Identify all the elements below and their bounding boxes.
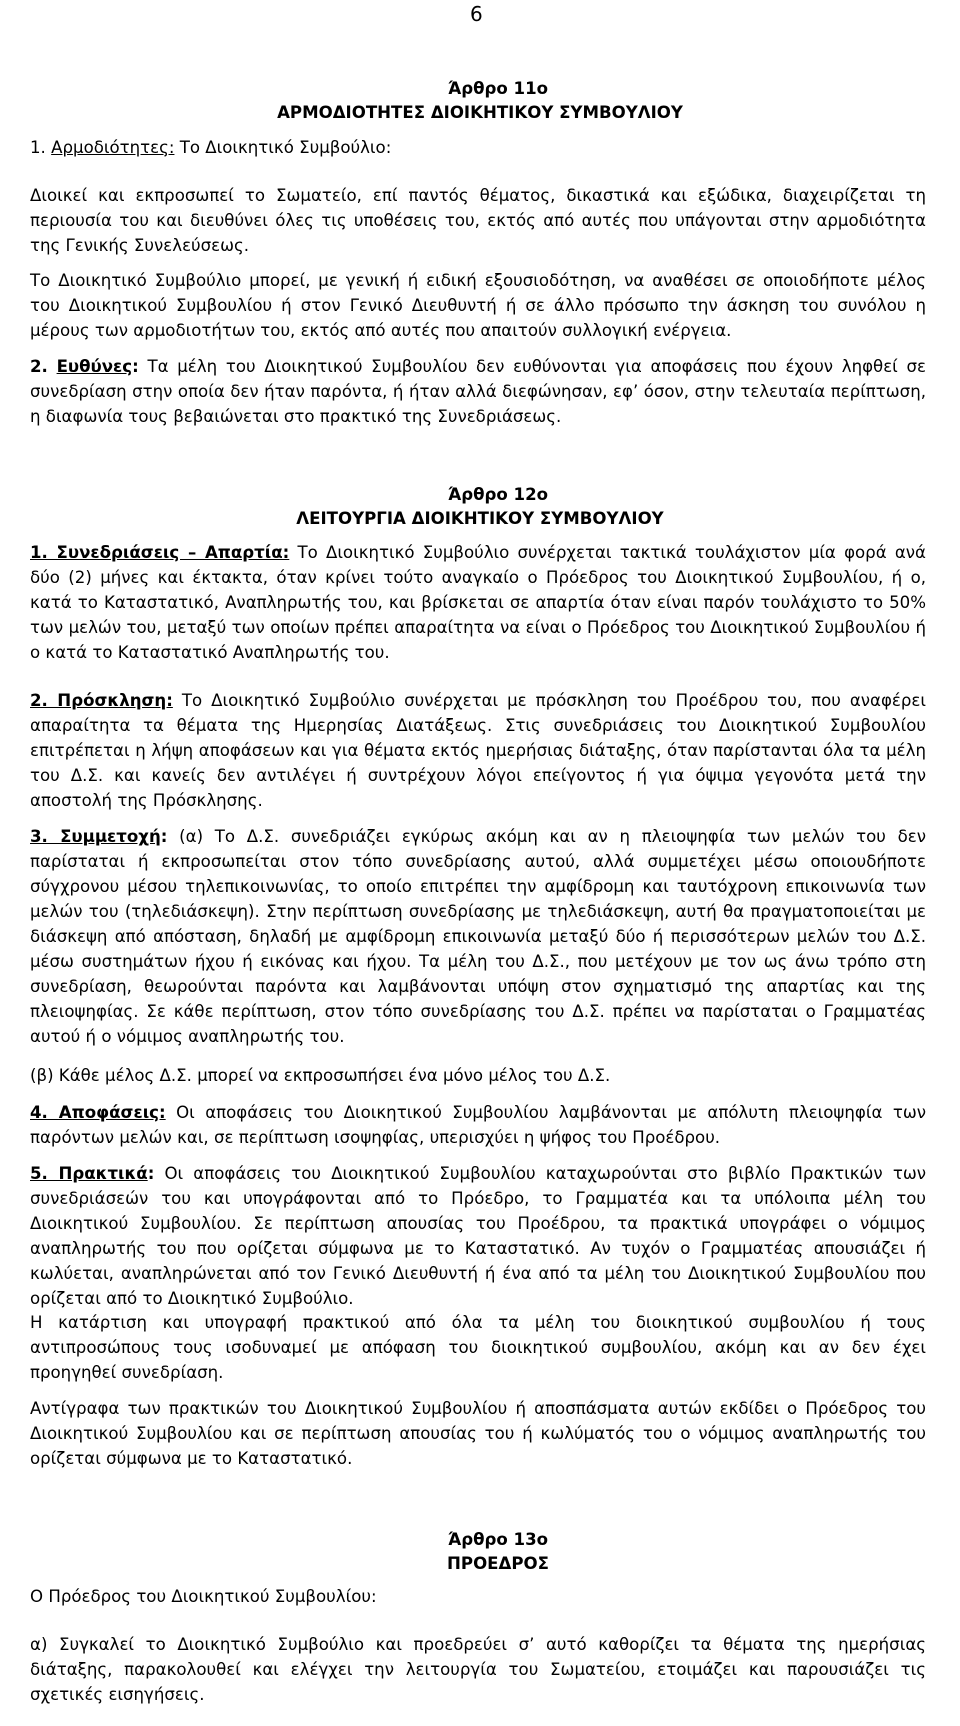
art12-item3-colon: : — [160, 827, 168, 846]
article-13-heading — [0, 1528, 960, 1576]
art12-item2-text: Το Διοικητικό Συμβούλιο συνέρχεται με πρόσκληση του Προέδρου του, που αναφέρει απαραίτητα τα θέματα της Ημερησίας Διατάξεως. Στις συνεδριάσεις του Διοικητικού Συμβουλίου επιτρέπεται η λήψη αποφάσεων και για θέματα εκτός ημερήσιας διάταξης, όταν παρίστανται όλα τα μέλη του Δ.Σ. και κανείς δεν αντιλέγει ή συντρέχουν λόγοι επείγοντος ή για όψιμα γεγονότα μετά την αποστολή της Πρόσκλησης. — [30, 691, 926, 810]
page-number: 6 — [470, 2, 483, 26]
art11-item1-text: Το Διοικητικό Συμβούλιο: — [174, 138, 392, 157]
art11-item1-number: 1. — [30, 138, 46, 157]
art12-item3-label: 3. Συμμετοχή — [30, 827, 161, 846]
art11-item2-text: Τα μέλη του Διοικητικού Συμβουλίου δεν ευθύνονται για αποφάσεις που έχουν ληφθεί σε συνεδρίαση στην οποία δεν ήταν παρόντα, ή ήταν αλλά διεφώνησαν, εφ’ όσον, στην τελευταία περίπτωση, η διαφωνία τους βεβαιώνεται στο πρακτικό της Συνεδριάσεως. — [30, 357, 926, 426]
article-11-subtitle: ΑΡΜΟΔΙΟΤΗΤΕΣ ΔΙΟΙΚΗΤΙΚΟΥ ΣΥΜΒΟΥΛΙΟΥ — [277, 103, 683, 122]
article-12-heading — [0, 483, 960, 531]
art11-item2 — [30, 354, 926, 429]
art12-item2 — [30, 688, 926, 813]
art12-item1-label: 1. Συνεδριάσεις – Απαρτία: — [30, 543, 290, 562]
article-11-heading — [0, 77, 960, 125]
art12-paragraph-copies: Αντίγραφα των πρακτικών του Διοικητικού Συμβουλίου ή αποσπάσματα αυτών εκδίδει ο Πρόεδρος του Διοικητικού Συμβουλίου και σε περίπτωση απουσίας του ή κωλύματός του ο νόμιμος αναπληρωτής του ορίζεται σύμφωνα με το Καταστατικό. — [30, 1399, 926, 1468]
article-11-title: Άρθρο 11ο — [447, 79, 549, 98]
art12-item4-label: 4. Αποφάσεις: — [30, 1103, 166, 1122]
article-13-title: Άρθρο 13ο — [447, 1530, 549, 1549]
art12-item5 — [30, 1161, 926, 1311]
art12-item4-text: Οι αποφάσεις του Διοικητικού Συμβουλίου λαμβάνονται με απόλυτη πλειοψηφία των παρόντων μελών και, σε περίπτωση ισοψηφίας, υπερισχύει η ψήφος του Προέδρου. — [30, 1103, 926, 1147]
art12-paragraph-signing: Η κατάρτιση και υπογραφή πρακτικού από όλα τα μέλη του διοικητικού συμβουλίου ή τους αντιπροσώπους τους ισοδυναμεί με απόφαση του διοικητικού συμβουλίου, ακόμη και αν δεν έχει προηγηθεί συνεδρίαση. — [30, 1313, 926, 1382]
art11-paragraph-1: Διοικεί και εκπροσωπεί το Σωματείο, επί παντός θέματος, δικαστικά και εξώδικα, διαχειρίζεται τη περιουσία του και διευθύνει όλες τις υποθέσεις του, εκτός από αυτές που υπάγονται στην αρμοδιότητα της Γενικής Συνελεύσεως. — [30, 186, 926, 255]
art12-item3-text: (α) Το Δ.Σ. συνεδριάζει εγκύρως ακόμη και αν η πλειοψηφία των μελών του δεν παρίσταται ή εκπροσωπείται στον τόπο συνεδρίασης αυτού, αλλά συμμετέχει μέσω οποιουδήποτε σύγχρονου μέσου τηλεπικοινωνίας, το οποίο επιτρέπει την αμφίδρομη και ταυτόχρονη επικοινωνία των μελών του (τηλεδιάσκεψη). Στην περίπτωση συνεδρίασης με τηλεδιάσκεψη, αυτή θα πραγματοποιείται με διάσκεψη από απόσταση, δηλαδή με αμφίδρομη επικοινωνία μεταξύ δύο ή περισσότερων μελών του Δ.Σ. μέσω συστημάτων ήχου ή εικόνας και ήχου. Τα μέλη του Δ.Σ., που μετέχουν με τον ως άνω τρόπο στη συνεδρίαση, θεωρούνται παρόντα και λαμβάνονται υπόψη στον σχηματισμό της απαρτίας και της πλειοψηφίας. Σε κάθε περίπτωση, στον τόπο συνεδρίασης του Δ.Σ. πρέπει να παρίσταται ο Γραμματέας αυτού ή ο νόμιμος αναπληρωτής του. — [30, 827, 927, 1046]
art13-item-a: α) Συγκαλεί το Διοικητικό Συμβούλιο και προεδρεύει σ’ αυτό καθορίζει τα θέματα της ημερήσιας διάταξης, παρακολουθεί και ελέγχει την λειτουργία του Σωματείου, ετοιμάζει και παρουσιάζει τις σχετικές εισηγήσεις. — [30, 1635, 926, 1704]
article-12-title: Άρθρο 12ο — [447, 485, 549, 504]
art12-item3 — [30, 824, 926, 1049]
art11-item1-label: Αρμοδιότητες: — [51, 138, 175, 157]
art11-item2-number: 2. — [30, 357, 48, 376]
art12-item4 — [30, 1100, 926, 1150]
art13-intro: Ο Πρόεδρος του Διοικητικού Συμβουλίου: — [30, 1587, 377, 1606]
art11-item2-label: Ευθύνες — [56, 357, 133, 376]
article-13-subtitle: ΠΡΟΕΔΡΟΣ — [447, 1554, 549, 1573]
article-12-subtitle: ΛΕΙΤΟΥΡΓΙΑ ΔΙΟΙΚΗΤΙΚΟΥ ΣΥΜΒΟΥΛΙΟΥ — [296, 509, 664, 528]
art11-item1 — [30, 135, 926, 160]
art12-item2-label: 2. Πρόσκληση: — [30, 691, 173, 710]
art12-item1-text: Το Διοικητικό Συμβούλιο συνέρχεται τακτικά τουλάχιστον μία φορά ανά δύο (2) μήνες και έκτακτα, όταν κρίνει τούτο αναγκαίο ο Πρόεδρος του Διοικητικού Συμβουλίου, ή ο, κατά το Καταστατικό, Αναπληρωτής του, και βρίσκεται σε απαρτία όταν είναι παρόν τουλάχιστο το 50% των μελών του, μεταξύ των οποίων πρέπει απαραίτητα να είναι ο Πρόεδρος του Διοικητικού Συμβουλίου ή ο κατά το Καταστατικό Αναπληρωτής του. — [30, 543, 926, 662]
art12-item5-label: 5. Πρακτικά — [30, 1164, 148, 1183]
art12-item5-colon: : — [147, 1164, 155, 1183]
art11-paragraph-2: Το Διοικητικό Συμβούλιο μπορεί, με γενική ή ειδική εξουσιοδότηση, να αναθέσει σε οποιοδήποτε μέλος του Διοικητικού Συμβουλίου ή στον Γενικό Διευθυντή ή σε άλλο πρόσωπο την άσκηση του συνόλου η μέρους των αρμοδιοτήτων του, εκτός από αυτές που απαιτούν συλλογική ενέργεια. — [30, 271, 926, 340]
art12-item3-b: (β) Κάθε μέλος Δ.Σ. μπορεί να εκπροσωπήσει ένα μόνο μέλος του Δ.Σ. — [30, 1066, 611, 1085]
art12-item5-text: Οι αποφάσεις του Διοικητικού Συμβουλίου καταχωρούνται στο βιβλίο Πρακτικών των συνεδριάσεών του και υπογράφονται από το Πρόεδρο, το Γραμματέα και τα υπόλοιπα μέλη του Διοικητικού Συμβουλίου. Σε περίπτωση απουσίας του Προέδρου, τα πρακτικά υπογράφει ο νόμιμος αναπληρωτής του που ορίζεται σύμφωνα με το Καταστατικό. Αν τυχόν ο Γραμματέας απουσιάζει ή κωλύεται, αναπληρώνεται από τον Γενικό Διευθυντή ή ένα από τα μέλη του Διοικητικού Συμβουλίου που ορίζεται από το Διοικητικό Συμβούλιο. — [30, 1164, 926, 1308]
art11-item2-colon: : — [132, 357, 139, 376]
art12-item1 — [30, 540, 926, 665]
